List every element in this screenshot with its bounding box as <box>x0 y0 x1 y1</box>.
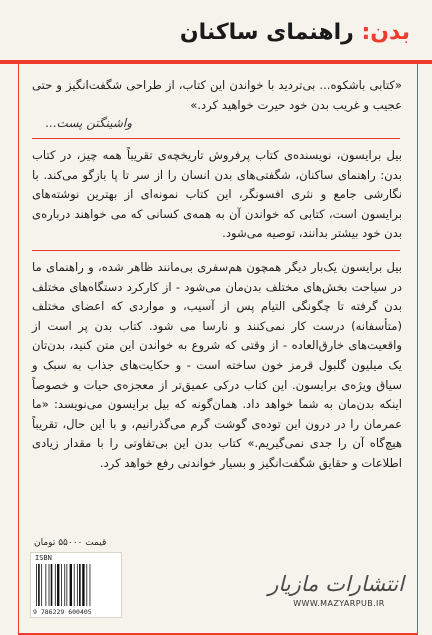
barcode-bar <box>38 564 40 606</box>
publisher-block <box>268 570 404 620</box>
barcode-bar <box>64 564 65 606</box>
divider-2 <box>32 250 400 251</box>
publisher-logo: انتشارات مازیار <box>268 572 404 596</box>
book-title-accent: بدن: <box>361 20 410 45</box>
book-title <box>180 20 410 45</box>
barcode-number: 9 786229 600405 <box>33 608 92 616</box>
barcode-bar <box>70 564 72 606</box>
barcode-icon <box>35 564 117 606</box>
barcode-bar <box>79 564 81 606</box>
barcode-bar <box>66 564 67 606</box>
barcode-bar <box>45 564 46 606</box>
barcode-bar <box>36 564 37 606</box>
header <box>0 0 432 62</box>
review-quote: «کتابی باشکوه... بی‌تردید با خواندن این کتاب، از طراحی شگفت‌انگیز و حتی عجیب و غریب بدن خود حیرت خواهید کرد.» <box>32 78 402 112</box>
barcode-bar <box>74 564 75 606</box>
description-paragraph-1: بیل برایسون، نویسنده‌ی کتاب پرفروش تاریخچه‌ی تقریباً همه چیز، در کتاب بدن: راهنمای ساکنان، شگفتی‌های بدن انسان را از سر تا پا بازگو می‌کند. با نگارشی جامع و نثری افسونگر، این کتاب نمونه‌ای از بهترین نوشته‌های برایسون است، کتابی که خواندن آن به همه‌ی کسانی که می خواهند درباره‌ی بدن خود بیشتر بدانند، توصیه می‌شود. <box>32 148 402 241</box>
barcode-panel <box>30 552 122 618</box>
barcode-bar <box>82 564 84 606</box>
barcode-bar <box>41 564 42 606</box>
barcode-bar <box>49 564 50 606</box>
price-barcode-box <box>30 536 120 622</box>
barcode-bar <box>86 564 87 606</box>
barcode-bar <box>77 564 78 606</box>
quote-signature: ...واشینگتن پست <box>45 116 132 130</box>
description-paragraph-2: بیل برایسون یک‌بار دیگر همچون هم‌سفری بی‌مانند ظاهر شده، و راهنمای ما در سیاحت بخش‌های مختلف بدن‌مان می‌شود - از کارکرد دستگاه‌های مختلف بدن گرفته تا چگونگی التیام پس از آسیب، و مواردی که اعضای مختلف (متأسفانه) درست کار نمی‌کنند و نارسا می شود. کتاب بدن پر است از واقعیت‌های خارق‌العاده - از وقتی که شروع به خواندن این متن کنید، بدن‌تان یک میلیون گلبول قرمز خون ساخته است - و حکایت‌های جذاب به سبک و سیاق ویژه‌ی برایسون. این کتاب درکی عمیق‌تر از معجزه‌ی حیات و خصوصاً اینکه بدن‌مان به شما خواهد داد. همان‌گونه که بیل برایسون می‌نویسد: «ما عمرمان را در درون این توده‌ی گوشت گرم می‌گذرانیم، و با این حال، تقریباً هیچ‌گاه آن را جدی نمی‌گیریم.» کتاب بدن این بی‌تفاوتی را با مقدار زیادی اطلاعات و حقایق شگفت‌انگیز و بسیار خواندنی رفع خواهد کرد. <box>32 260 402 470</box>
price-label: قیمت ۵۵۰۰۰ تومان <box>34 538 107 548</box>
barcode-bar <box>55 564 56 606</box>
isbn-label: ISBN <box>35 554 52 562</box>
divider-1 <box>32 138 400 139</box>
publisher-url: WWW.MAZYARPUB.IR <box>293 599 385 608</box>
book-title-rest: راهنمای ساکنان <box>179 20 362 45</box>
barcode-bar <box>90 564 91 606</box>
barcode-bar <box>51 564 53 606</box>
barcode-bar <box>57 564 59 606</box>
barcode-bar <box>61 564 62 606</box>
